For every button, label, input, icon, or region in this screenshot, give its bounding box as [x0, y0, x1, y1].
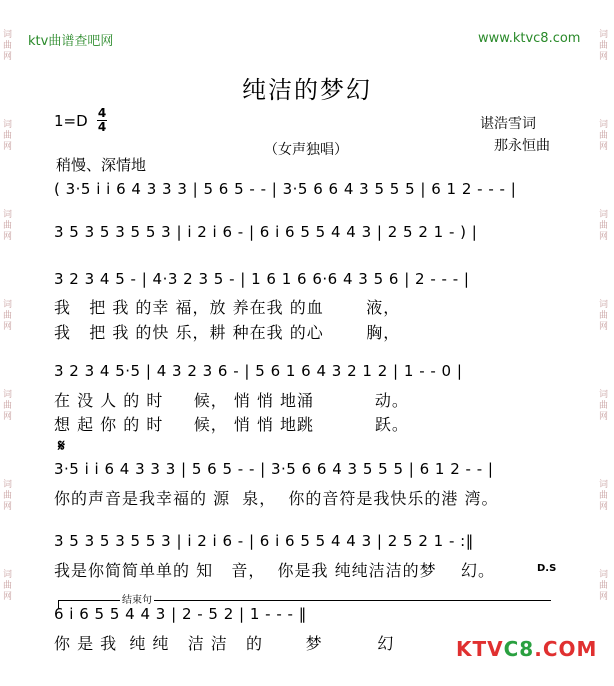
- side-watermark-left: 词曲网 词曲网 词曲网 词曲网 词曲网 词曲网 词曲网: [3, 30, 13, 602]
- segno-sign: 𝄋: [58, 436, 65, 455]
- lyric-line-3: 你的声音是我幸福的 源 泉， 你的音符是我快乐的港 湾。: [54, 489, 499, 508]
- lyric-line-4: 我是你简简单单的 知 音， 你是我 纯纯洁洁的梦 幻。: [54, 561, 495, 580]
- performance-note: （女声独唱）: [264, 142, 348, 158]
- site-watermark-left: ktv曲谱查吧网: [28, 34, 114, 49]
- site-logo: KTVC8.COM: [456, 637, 598, 661]
- ds-marking: D.S: [537, 563, 557, 574]
- side-watermark-right: 词曲网 词曲网 词曲网 词曲网 词曲网 词曲网 词曲网: [599, 30, 609, 602]
- notation-line-3: 3 2 3 4 5 - | 4·3 2 3 5 - | 1 6 1 6 6·6 4 3 5 6 | 2 - - - |: [54, 270, 470, 288]
- lyricist-credit: 谌浩雪词: [480, 116, 536, 132]
- notation-line-6: 3 5 3 5 3 5 5 3 | i 2 i 6 - | 6 i 6 5 5 4 4 3 | 2 5 2 1 - :‖: [54, 532, 474, 550]
- site-watermark-right: www.ktvc8.com: [478, 31, 581, 46]
- time-signature: [97, 108, 107, 133]
- lyric-line-1b: 我 把 我 的快 乐，耕 种在我 的心 胸，: [54, 323, 401, 342]
- lyric-line-2a: 在 没 人 的 时 候， 悄 悄 地涌 动。: [54, 391, 409, 410]
- key-signature: 1=D: [54, 112, 88, 130]
- lyric-line-2b: 想 起 你 的 时 候， 悄 悄 地跳 跃。: [54, 415, 409, 434]
- composer-credit: 那永恒曲: [494, 138, 550, 154]
- ending-label: 结束句: [120, 591, 154, 606]
- song-title: 纯洁的梦幻: [242, 76, 372, 104]
- notation-line-7: 6 i 6 5 5 4 4 3 | 2 - 5 2 | 1 - - - ‖: [54, 605, 307, 623]
- time-signature-bottom: 4: [97, 120, 107, 134]
- tempo-marking: 稍慢、深情地: [56, 156, 147, 174]
- lyric-line-1a: 我 把 我 的幸 福，放 养在我 的血 液，: [54, 298, 401, 317]
- lyric-line-5: 你 是 我 纯 纯 洁 洁 的 梦 幻: [54, 634, 395, 653]
- notation-line-5: 3·5 i i 6 4 3 3 3 | 5 6 5 - - | 3·5 6 6 4 3 5 5 5 | 6 1 2 - - |: [54, 460, 494, 478]
- notation-line-1: ( 3·5 i i 6 4 3 3 3 | 5 6 5 - - | 3·5 6 6 4 3 5 5 5 | 6 1 2 - - - |: [54, 180, 517, 198]
- notation-line-2: 3 5 3 5 3 5 5 3 | i 2 i 6 - | 6 i 6 5 5 4 4 3 | 2 5 2 1 - ) |: [54, 223, 478, 241]
- time-signature-top: 4: [97, 106, 107, 120]
- notation-line-4: 3 2 3 4 5·5 | 4 3 2 3 6 - | 5 6 1 6 4 3 2 1 2 | 1 - - 0 |: [54, 362, 463, 380]
